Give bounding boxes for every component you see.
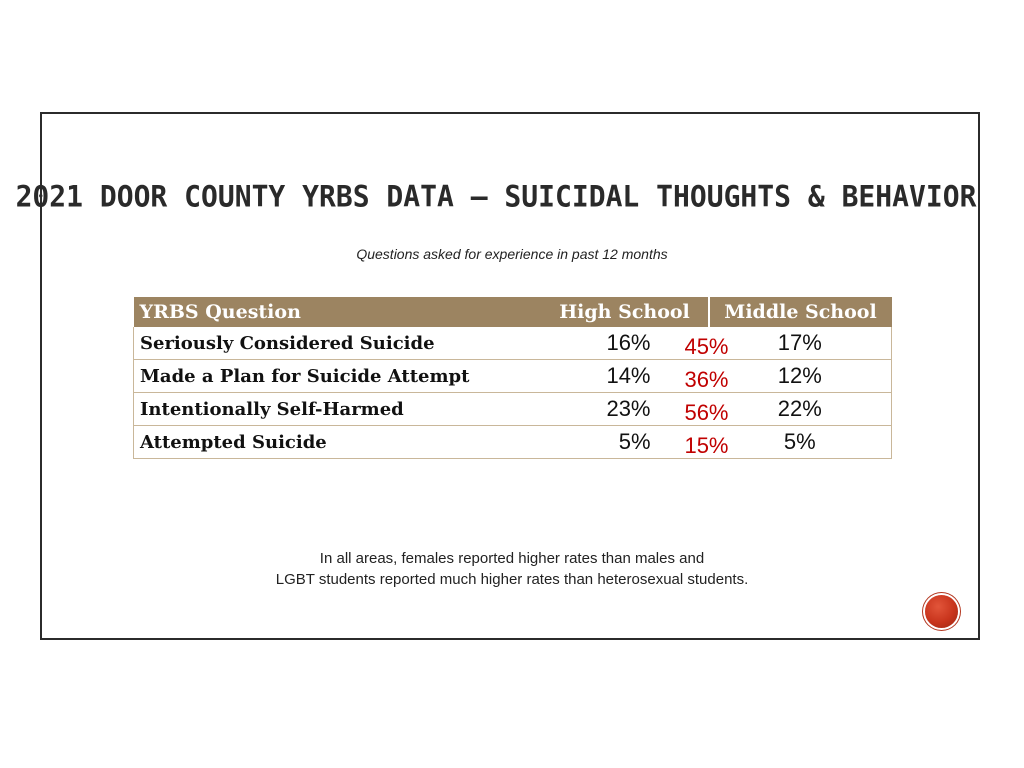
middle-school-value: 22% [709, 393, 892, 426]
slide-title: 2021 DOOR COUNTY YRBS DATA – SUICIDAL THOUGHTS & BEHAVIOR [15, 179, 977, 214]
high-school-cell [542, 393, 729, 426]
high-school-cell [542, 327, 729, 360]
footnote-line-1: In all areas, females reported higher rates than males and [319, 550, 705, 567]
high-school-value: 5% [618, 429, 651, 454]
middle-school-value: 5% [709, 426, 892, 459]
question-cell [134, 327, 542, 360]
table-row [134, 360, 892, 393]
high-school-cell [542, 426, 729, 459]
table-row [134, 426, 892, 459]
middle-school-value: 17% [709, 327, 892, 360]
question-cell [134, 360, 542, 393]
high-school-value: 23% [606, 396, 651, 421]
table-row [134, 393, 892, 426]
yrbs-data-table [133, 297, 892, 459]
high-school-female-value: 15% [684, 433, 729, 458]
question-label: Attempted Suicide [140, 431, 327, 453]
question-cell [134, 393, 542, 426]
slide-badge-icon [925, 595, 958, 628]
question-label: Intentionally Self-Harmed [140, 398, 404, 420]
high-school-cell [542, 360, 729, 393]
high-school-value: 16% [606, 330, 651, 355]
high-school-value: 14% [606, 363, 651, 388]
table-row [134, 327, 892, 360]
high-school-female-value: 36% [684, 367, 729, 392]
question-cell [134, 426, 542, 459]
middle-school-value: 12% [709, 360, 892, 393]
footnote-line-2: LGBT students reported much higher rates than heterosexual students. [275, 571, 749, 588]
question-label: Seriously Considered Suicide [140, 332, 435, 354]
slide-subtitle: Questions asked for experience in past 12 months [356, 246, 668, 262]
question-label: Made a Plan for Suicide Attempt [140, 365, 470, 387]
high-school-female-value: 56% [684, 400, 729, 425]
header-middle-school: Middle School [709, 297, 892, 327]
header-high-school: High School [542, 297, 709, 327]
header-question: YRBS Question [134, 297, 542, 327]
slide-footnote [0, 548, 1024, 590]
table-header-row [134, 297, 892, 327]
high-school-female-value: 45% [684, 334, 729, 359]
